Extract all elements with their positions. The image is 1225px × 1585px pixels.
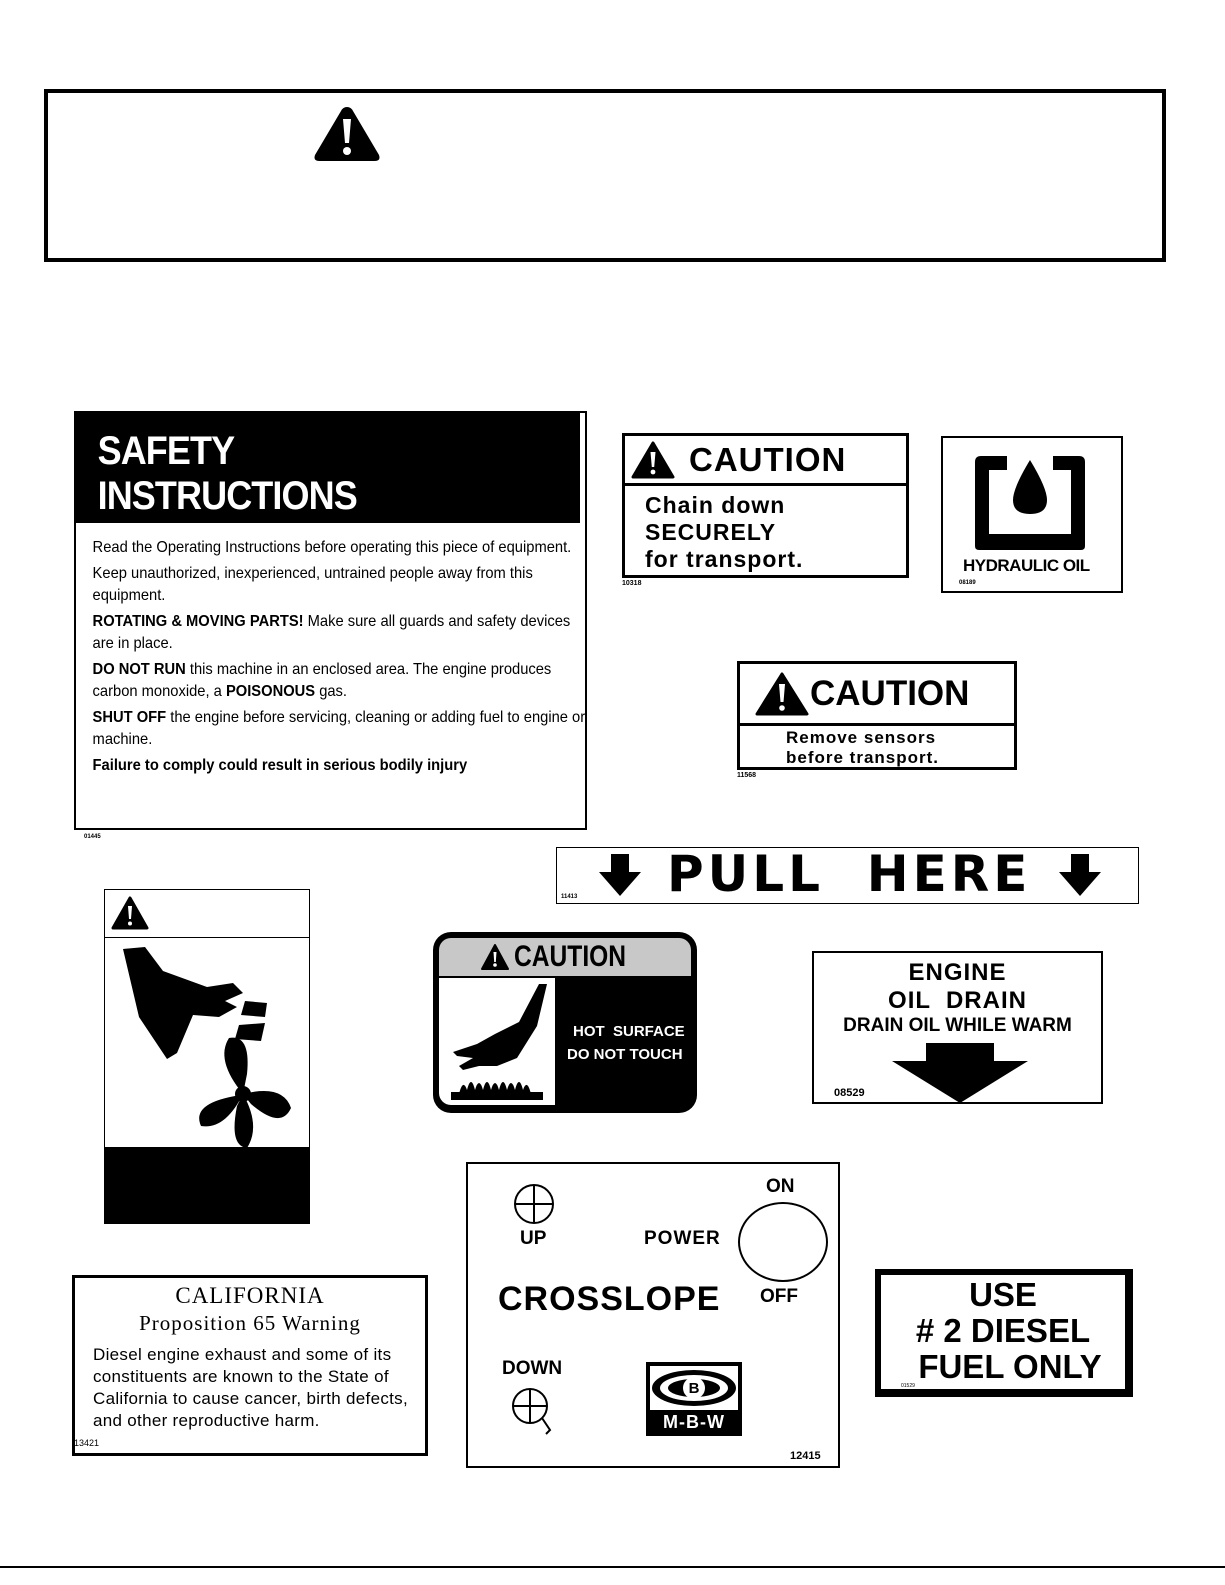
safety-code: 01445	[84, 834, 101, 840]
warning-triangle-icon	[480, 943, 510, 971]
safety-para-1: Read the Operating Instructions before operating this piece of equipment.	[92, 539, 572, 556]
crosshair-icon	[510, 1386, 560, 1438]
safety-title-line2: INSTRUCTIONS	[97, 474, 357, 518]
warning-triangle-icon	[311, 103, 383, 165]
warning-triangle-icon	[111, 896, 149, 930]
safety-para-3-rest: Make sure all guards and safety devices are in place.	[92, 613, 571, 652]
california-title: CALIFORNIA	[175, 1283, 325, 1308]
caution-chain-line3: for transport.	[645, 546, 804, 572]
safety-para-5	[93, 707, 590, 751]
hydraulic-code: 08189	[959, 580, 976, 586]
caution-sensors-decal	[737, 661, 1017, 770]
svg-text:B: B	[688, 1380, 700, 1397]
caution-sensors-line2: before transport.	[786, 748, 940, 767]
california-prop65-decal	[72, 1275, 428, 1456]
engine-oil-drain-decal	[812, 951, 1103, 1104]
pull-here-code: 11413	[561, 894, 578, 900]
caution-chain-line1: Chain down	[645, 492, 786, 518]
caution-sensors-body	[740, 726, 1014, 768]
power-switch[interactable]	[738, 1202, 828, 1282]
warning-triangle-icon	[631, 441, 675, 479]
arrow-down-icon	[597, 852, 643, 898]
caution-chain-code: 10318	[622, 580, 642, 587]
safety-title-line1: SAFETY	[97, 429, 235, 473]
safety-para-3	[93, 611, 590, 655]
crosslope-up-label: UP	[520, 1228, 547, 1249]
hydraulic-oil-decal	[941, 436, 1123, 593]
caution-chain-body	[625, 486, 906, 573]
safety-title	[76, 413, 580, 523]
safety-para-4-bold2: POISONOUS	[225, 683, 316, 700]
safety-para-6-bold: Failure to comply could result in serious bodily injury	[92, 757, 468, 774]
safety-para-3-bold: ROTATING & MOVING PARTS!	[92, 613, 304, 630]
bottom-rule	[0, 1566, 1225, 1568]
crosshair-icon	[512, 1182, 556, 1226]
oil-drain-line3: DRAIN OIL WHILE WARM	[843, 1015, 1072, 1036]
arrow-down-icon	[890, 1043, 1030, 1103]
caution-chain-header-text: CAUTION	[689, 440, 847, 478]
hydraulic-label: HYDRAULIC OIL	[963, 556, 1090, 575]
safety-para-6	[93, 755, 590, 777]
oil-drain-code: 08529	[834, 1087, 865, 1099]
caution-chain-decal	[622, 433, 909, 578]
crosslope-off-label: OFF	[760, 1286, 798, 1307]
arrow-down-icon	[1057, 852, 1103, 898]
california-code: 13421	[74, 1438, 100, 1448]
hot-surface-picture	[439, 978, 555, 1105]
top-warning-frame	[44, 89, 1166, 262]
hot-surface-decal	[433, 932, 697, 1113]
hot-surface-header	[439, 938, 691, 976]
crosslope-code: 12415	[790, 1450, 821, 1462]
california-body: Diesel engine exhaust and some of its constituents are known to the State of California to cause cancer, birth defects, and other reproductive harm.	[93, 1345, 408, 1430]
hot-surface-text	[567, 1020, 685, 1066]
pull-here-label: PULL HERE	[667, 845, 1032, 903]
mbw-logo	[646, 1362, 742, 1436]
crosslope-down-label: DOWN	[502, 1358, 563, 1379]
hand-icon	[443, 982, 551, 1102]
caution-chain-line2: SECURELY	[645, 519, 777, 545]
caution-sensors-header-text: CAUTION	[810, 673, 970, 713]
caution-chain-header	[625, 436, 906, 486]
caution-sensors-line1: Remove sensors	[786, 728, 937, 747]
pull-here-decal	[556, 847, 1139, 904]
safety-para-4-mid: this machine in an enclosed area. The engine produces carbon monoxide, a	[92, 661, 552, 700]
crosslope-title: CROSSLOPE	[498, 1280, 721, 1318]
caution-sensors-header	[740, 664, 1014, 726]
safety-para-4-bold: DO NOT RUN	[92, 661, 186, 678]
rot-hazard-header	[105, 890, 309, 938]
california-subtitle: Proposition 65 Warning	[139, 1311, 361, 1335]
safety-para-4	[93, 659, 590, 703]
hot-surface-line1: HOT SURFACE	[573, 1023, 685, 1040]
crosslope-on-label: ON	[766, 1176, 795, 1197]
diesel-inner	[881, 1275, 1125, 1389]
rot-hazard-footer-bar	[105, 1147, 309, 1223]
diesel-line3: FUEL ONLY	[918, 1348, 1102, 1385]
safety-para-5-rest: the engine before servicing, cleaning or adding fuel to engine or machine.	[92, 709, 586, 748]
warning-triangle-icon	[754, 671, 810, 717]
diesel-line2: # 2 DIESEL	[915, 1312, 1091, 1349]
diesel-line1: USE	[969, 1276, 1037, 1313]
fan-icon	[185, 1030, 301, 1154]
hot-surface-header-text: CAUTION	[513, 940, 626, 973]
oil-drain-line1: ENGINE	[908, 959, 1007, 986]
diesel-code: 01529	[901, 1383, 915, 1389]
safety-para-2: Keep unauthorized, inexperienced, untrained people away from this equipment.	[92, 565, 533, 604]
rotating-hazard-decal	[104, 889, 310, 1224]
safety-para-5-bold: SHUT OFF	[92, 709, 167, 726]
crosslope-panel	[466, 1162, 840, 1468]
oil-drop-icon	[971, 452, 1089, 552]
safety-instructions-decal	[74, 411, 587, 830]
oil-drain-line2: OIL DRAIN	[888, 987, 1027, 1014]
mbw-logo-text: M-B-W	[663, 1412, 725, 1432]
caution-sensors-code: 11568	[737, 772, 757, 779]
crosslope-power-label: POWER	[644, 1228, 721, 1249]
hot-surface-line2: DO NOT TOUCH	[567, 1046, 683, 1063]
safety-para-4-end: gas.	[315, 683, 348, 700]
safety-body	[76, 523, 591, 777]
diesel-fuel-decal	[875, 1269, 1133, 1397]
